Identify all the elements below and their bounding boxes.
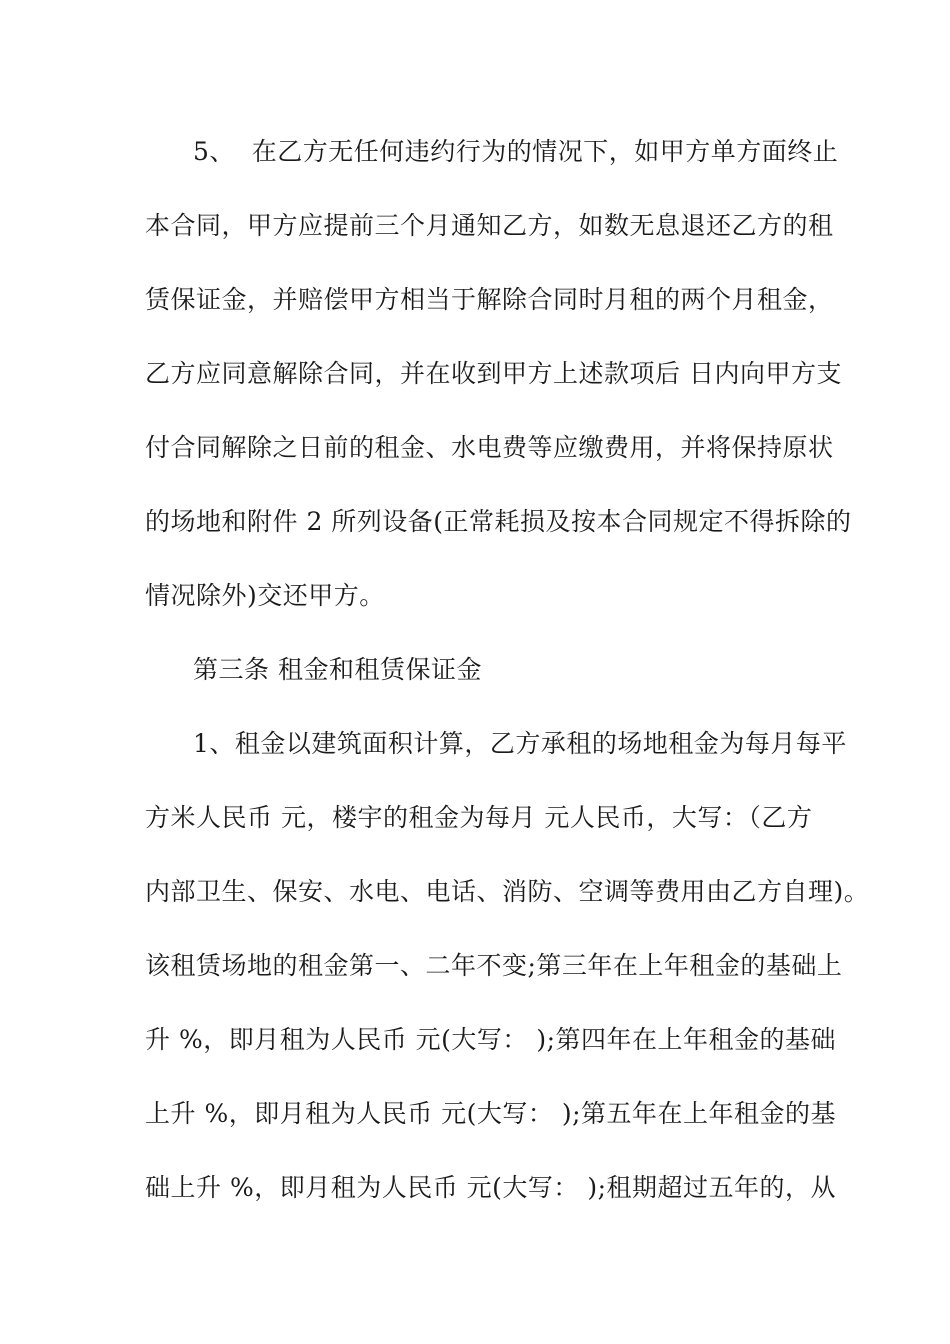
paragraph-line: 的场地和附件 2 所列设备(正常耗损及按本合同规定不得拆除的 <box>145 507 852 536</box>
paragraph-line: 升 %，即月租为人民币 元(大写： );第四年在上年租金的基础 <box>145 1025 837 1054</box>
paragraph-line: 5、 在乙方无任何违约行为的情况下，如甲方单方面终止 <box>193 137 839 166</box>
paragraph-line: 乙方应同意解除合同，并在收到甲方上述款项后 日内向甲方支 <box>145 359 842 388</box>
paragraph-line: 情况除外)交还甲方。 <box>145 581 385 610</box>
paragraph-line: 赁保证金，并赔偿甲方相当于解除合同时月租的两个月租金， <box>145 285 834 314</box>
section-heading: 第三条 租金和租赁保证金 <box>193 655 482 684</box>
paragraph-line: 本合同，甲方应提前三个月通知乙方，如数无息退还乙方的租 <box>145 211 834 240</box>
paragraph-line: 付合同解除之日前的租金、水电费等应缴费用，并将保持原状 <box>145 433 834 462</box>
paragraph-line: 上升 %，即月租为人民币 元(大写： );第五年在上年租金的基 <box>145 1099 837 1128</box>
paragraph-line: 内部卫生、保安、水电、电话、消防、空调等费用由乙方自理)。 <box>145 877 870 906</box>
paragraph-line: 础上升 %，即月租为人民币 元(大写： );租期超过五年的，从 <box>145 1173 837 1202</box>
paragraph-line: 1、租金以建筑面积计算，乙方承租的场地租金为每月每平 <box>193 729 847 758</box>
paragraph-line: 方米人民币 元，楼宇的租金为每月 元人民币，大写：（乙方 <box>145 803 813 832</box>
paragraph-line: 该租赁场地的租金第一、二年不变;第三年在上年租金的基础上 <box>145 951 843 980</box>
